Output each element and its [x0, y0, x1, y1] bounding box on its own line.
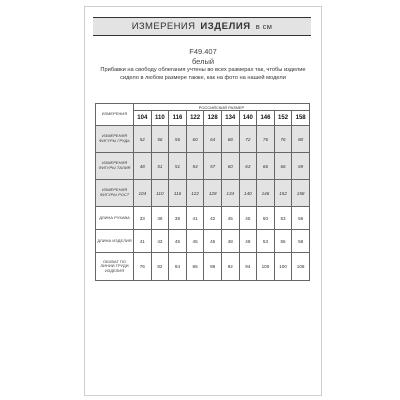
value-cell: 45	[221, 207, 239, 230]
size-cell: 134	[221, 111, 239, 126]
table-row-sleeve	[96, 207, 310, 230]
value-cell: 55	[274, 230, 292, 253]
value-cell: 72	[239, 126, 257, 153]
fit-note: Прибавки на свободу облегания учтены во всех размерах так, чтобы изделие сидело в любом размере также, как на фото на нашей модели	[100, 67, 306, 81]
value-cell: 158	[292, 180, 310, 207]
size-cell: 128	[204, 111, 222, 126]
value-cell: 68	[221, 126, 239, 153]
value-cell: 110	[151, 180, 169, 207]
value-cell: 116	[169, 180, 187, 207]
row-label: ИЗМЕРЕНИЯ ФИГУРЫ ТАЛИЯ	[96, 153, 134, 180]
row-label: ОБХВАТ ПО ЛИНИИ ГРУДИ ИЗДЕЛИЯ	[96, 253, 134, 281]
size-cell: 110	[151, 111, 169, 126]
header-title-measurements: ИЗМЕРЕНИЯ	[131, 21, 196, 32]
color-name: белый	[191, 57, 215, 66]
size-chart-sheet	[84, 6, 322, 396]
value-cell: 45	[186, 230, 204, 253]
value-cell: 50	[257, 207, 275, 230]
model-code: F49.407	[189, 47, 217, 56]
value-cell: 45	[169, 230, 187, 253]
value-cell: 48	[239, 230, 257, 253]
value-cell: 58	[292, 230, 310, 253]
value-cell: 94	[239, 253, 257, 281]
size-table	[95, 103, 310, 281]
value-cell: 51	[151, 153, 169, 180]
value-cell: 80	[292, 126, 310, 153]
value-cell: 146	[257, 180, 275, 207]
header-title-garment: ИЗДЕЛИЯ	[200, 21, 251, 32]
size-cell: 122	[186, 111, 204, 126]
value-cell: 108	[292, 253, 310, 281]
size-cell: 104	[134, 111, 152, 126]
value-cell: 104	[134, 180, 152, 207]
value-cell: 92	[221, 253, 239, 281]
value-cell: 51	[169, 153, 187, 180]
table-row-length	[96, 230, 310, 253]
value-cell: 66	[257, 153, 275, 180]
value-cell: 42	[204, 207, 222, 230]
value-cell: 69	[292, 153, 310, 180]
value-cell: 54	[186, 153, 204, 180]
value-cell: 140	[239, 180, 257, 207]
value-cell: 57	[204, 153, 222, 180]
value-cell: 82	[151, 253, 169, 281]
value-cell: 56	[151, 126, 169, 153]
value-cell: 33	[134, 207, 152, 230]
value-cell: 48	[221, 230, 239, 253]
chart-header	[93, 17, 311, 36]
size-cell: 116	[169, 111, 187, 126]
value-cell: 100	[257, 253, 275, 281]
value-cell: 41	[186, 207, 204, 230]
size-cell: 140	[239, 111, 257, 126]
row-label: ДЛИНА ИЗДЕЛИЯ	[96, 230, 134, 253]
value-cell: 53	[274, 207, 292, 230]
row-label: ИЗМЕРЕНИЯ ФИГУРЫ РОСТ	[96, 180, 134, 207]
size-cell: 152	[274, 111, 292, 126]
value-cell: 60	[186, 126, 204, 153]
value-cell: 66	[274, 153, 292, 180]
value-cell: 84	[169, 253, 187, 281]
value-cell: 38	[169, 207, 187, 230]
size-cell: 158	[292, 111, 310, 126]
corner-label: ИЗМЕРЕНИЯ	[96, 104, 134, 126]
value-cell: 152	[274, 180, 292, 207]
value-cell: 45	[204, 230, 222, 253]
value-cell: 100	[274, 253, 292, 281]
value-cell: 88	[204, 253, 222, 281]
value-cell: 76	[257, 126, 275, 153]
header-unit: в см	[255, 22, 273, 31]
value-cell: 64	[204, 126, 222, 153]
value-cell: 48	[134, 153, 152, 180]
value-cell: 52	[134, 126, 152, 153]
value-cell: 60	[221, 153, 239, 180]
value-cell: 45	[239, 207, 257, 230]
row-label: ИЗМЕРЕНИЯ ФИГУРЫ ГРУДЬ	[96, 126, 134, 153]
table-row-chest	[96, 126, 310, 153]
value-cell: 56	[292, 207, 310, 230]
table-row-height	[96, 180, 310, 207]
value-cell: 128	[204, 180, 222, 207]
value-cell: 134	[221, 180, 239, 207]
size-group-label: РОССИЙСКИЙ РАЗМЕР	[134, 104, 310, 111]
value-cell: 56	[169, 126, 187, 153]
value-cell: 41	[134, 230, 152, 253]
value-cell: 36	[151, 207, 169, 230]
size-cell: 146	[257, 111, 275, 126]
value-cell: 63	[239, 153, 257, 180]
table-row-waist	[96, 153, 310, 180]
value-cell: 43	[151, 230, 169, 253]
table-row-chest-garment	[96, 253, 310, 281]
value-cell: 76	[274, 126, 292, 153]
value-cell: 122	[186, 180, 204, 207]
row-label: ДЛИНА РУКАВА	[96, 207, 134, 230]
value-cell: 53	[257, 230, 275, 253]
value-cell: 86	[186, 253, 204, 281]
value-cell: 76	[134, 253, 152, 281]
